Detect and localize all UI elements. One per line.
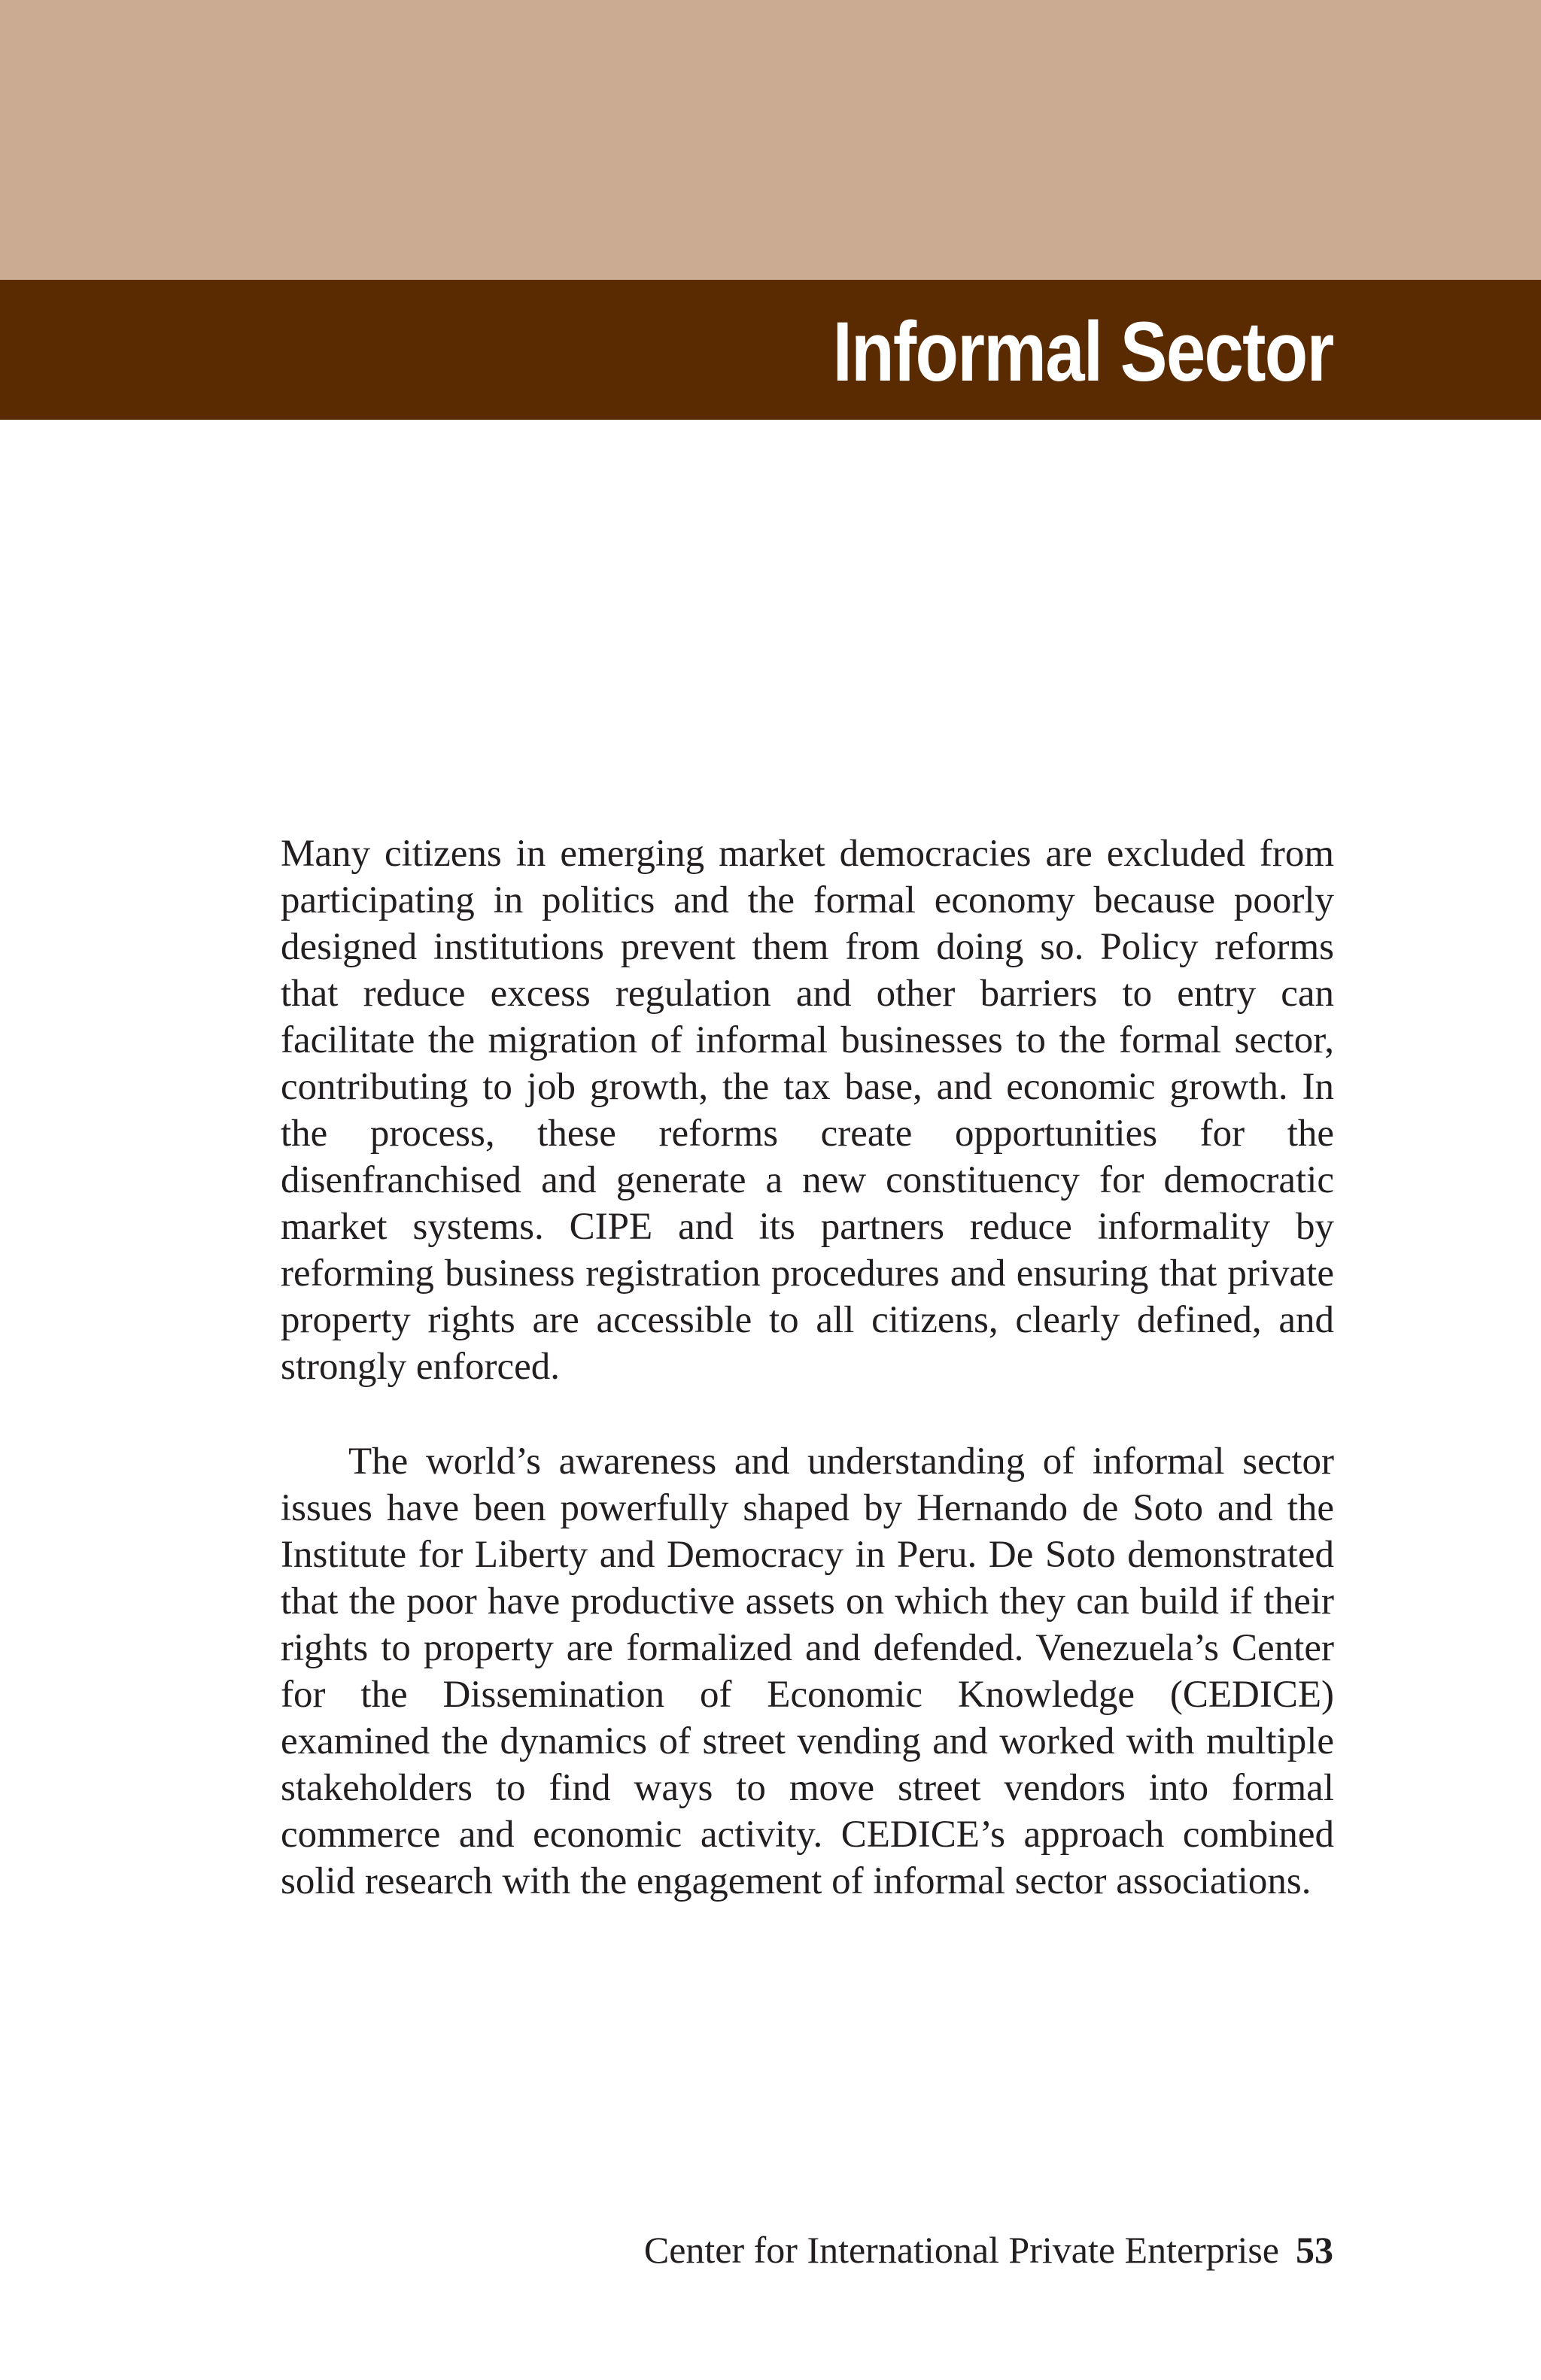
header-top-band bbox=[0, 0, 1541, 280]
page-title: Informal Sector bbox=[833, 305, 1333, 399]
page-footer bbox=[644, 2227, 1333, 2273]
body-paragraph-1: Many citizens in emerging market democracies are excluded from participating in politics and the formal economy because poorly designed institutions prevent them from doing so. Policy reforms that reduce excess regulation and other barriers to entry can facilitate the migration of informal businesses to the formal sector, contributing to job growth, the tax base, and economic growth. In the process, these reforms create opportunities for the disenfranchised and generate a new constituency for democratic market systems. CIPE and its partners reduce informality by reforming business registration procedures and ensuring that private property rights are accessible to all citizens, clearly defined, and strongly enforced. bbox=[281, 833, 1334, 1388]
body-paragraph-2: The world’s awareness and understanding of informal sector issues have been powerfully shaped by Hernando de Soto and the Institute for Liberty and Democracy in Peru. De Soto demonstrated that the poor have productive assets on which they can build if their rights to property are formalized and defended. Venezuela’s Center for the Dissemination of Economic Knowledge (CEDICE) examined the dynamics of street vending and worked with multiple stakeholders to find ways to move street vendors into formal commerce and economic activity. CEDICE’s approach combined solid research with the engagement of informal sector associations. bbox=[281, 1440, 1334, 1902]
page-number: 53 bbox=[1296, 2229, 1333, 2271]
footer-organization: Center for International Private Enterprise bbox=[643, 2229, 1279, 2271]
